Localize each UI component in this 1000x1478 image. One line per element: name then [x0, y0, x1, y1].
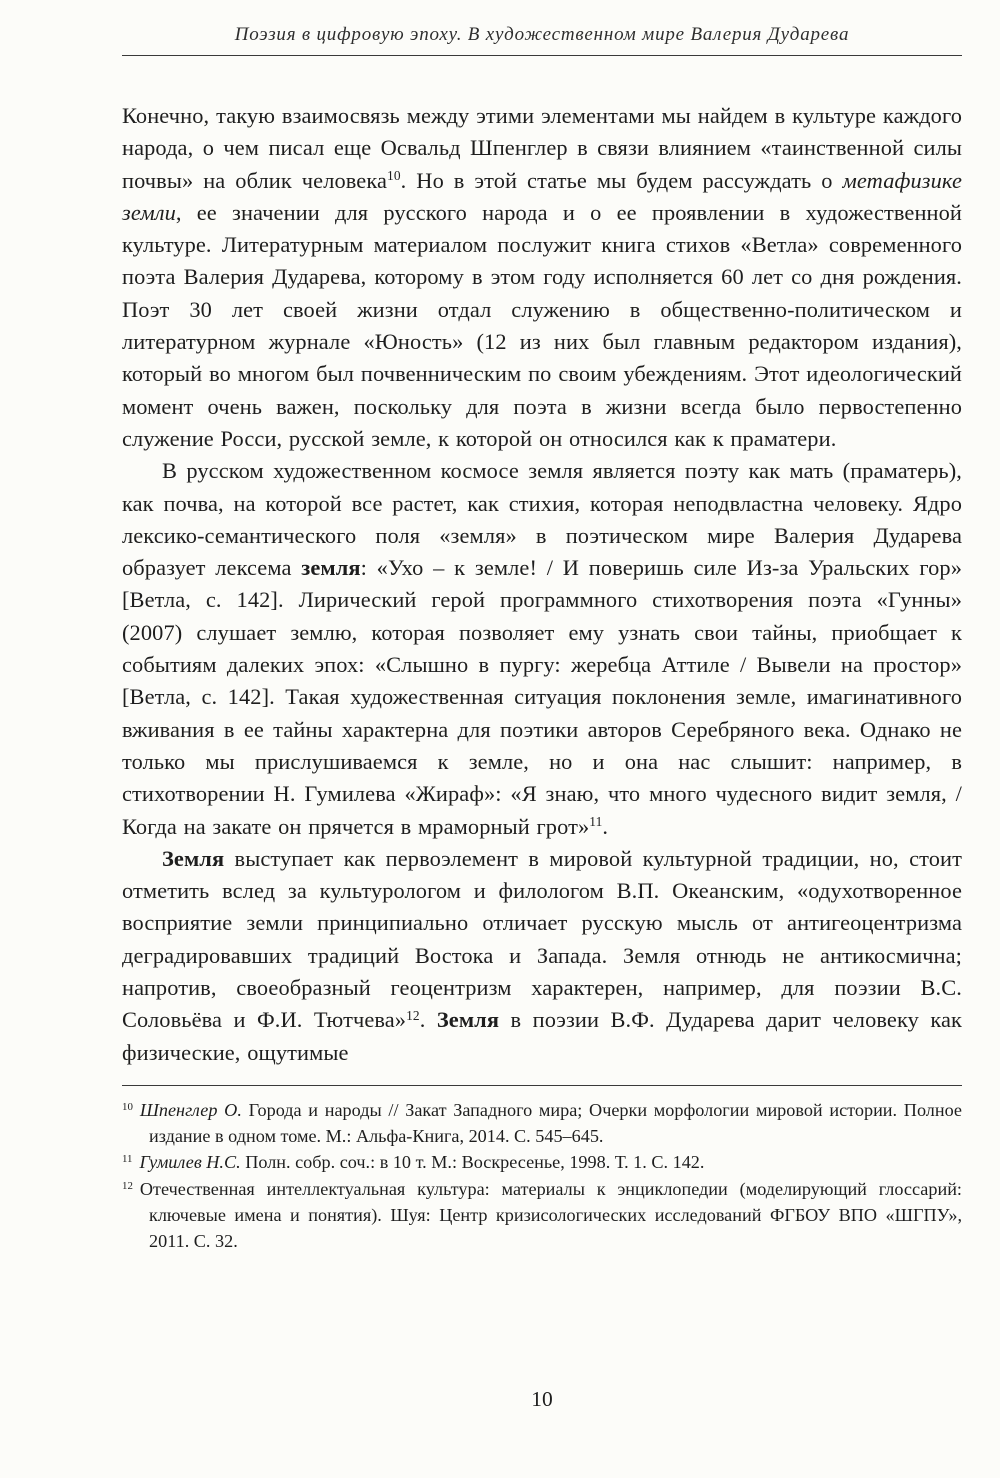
text-run: . — [602, 813, 609, 839]
text-run: . Но в этой статье мы будем рассуждать о — [400, 167, 843, 193]
text-run: В русском художественном космосе земля является поэту как мать (праматерь), как почва, на которой все растет, как стихия, которая неподвластна человеку. Ядро лексико-семантического поля «земля» в поэтическом мире Валерия Дударева образует лексема — [122, 458, 962, 581]
footnote-text: Отечественная интеллектуальная культура: материалы к энциклопедии (моделирующий глоссарий: ключевые имена и понятия). Шуя: Центр кризисологических исследований ФГБОУ ВПО «ШГПУ», 2011. С. 32. — [139, 1178, 962, 1251]
footnote-ref-11: 11 — [589, 814, 603, 830]
footnote-marker: 11 — [122, 1153, 133, 1166]
footnote-12 — [122, 1176, 962, 1255]
footnote-10 — [122, 1097, 962, 1149]
text-run-italic: метафизике земли — [122, 167, 962, 225]
footnote-text: Города и народы // Закат Западного мира; Очерки морфологии мировой истории. Полное издание в одном томе. М.: Альфа-Книга, 2014. С. 545–645. — [149, 1099, 962, 1147]
footnotes-section — [122, 1085, 962, 1254]
paragraph-1 — [122, 100, 962, 455]
text-run: в поэзии В.Ф. Дударева дарит человеку как физические, ощутимые — [122, 1007, 962, 1065]
text-run: . — [419, 1007, 437, 1033]
footnote-marker: 10 — [122, 1100, 133, 1113]
footnote-marker: 12 — [122, 1179, 133, 1192]
body-text — [122, 100, 962, 1069]
footnote-11 — [122, 1149, 962, 1175]
text-run: , ее значении для русского народа и о ее проявлении в художественной культуре. Литературным материалом послужит книга стихов «Ветла» современного поэта Валерия Дударева, которому в этом году исполняется 60 лет со дня рождения. Поэт 30 лет своей жизни отдал служению в общественно-политическом и литературном журнале «Юность» (12 из них был главным редактором издания), который во многом был почвенническим по своим убеждениям. Этот идеологический момент очень важен, поскольку для поэта в жизни всегда было первостепенно служение Росси, русской земле, к которой он относился как к праматери. — [122, 199, 962, 451]
footnote-author-italic: Гумилев Н.С. — [139, 1152, 241, 1173]
text-run: выступает как первоэлемент в мировой культурной традиции, но, стоит отметить вслед за культурологом и филологом В.П. Океанским, «одухотворенное восприятие земли принципиально отличает русскую мысль от антигеоцентризма деградировавших традиций Востока и Запада. Земля отнюдь не антикосмична; напротив, своеобразный геоцентризм характерен, например, для поэзии В.С. Соловьёва и Ф.И. Тютчева» — [122, 845, 962, 1033]
text-run: : «Ухо – к земле! / И поверишь силе Из-за Уральских гор» [Ветла, с. 142]. Лирический герой программного стихотворения поэта «Гунны» (2007) слушает землю, которая позволяет ему узнать свои тайны, приобщает к событиям далеких эпох: «Слышно в пургу: жеребца Аттиле / Вывели на простор» [Ветла, с. 142]. Такая художественная ситуация поклонения земле, имагинативного вживания в ее тайны характерна для поэтики авторов Серебряного века. Однако не только мы прислушиваемся к земле, но и она нас слышит: например, в стихотворении Н. Гумилева «Жираф»: «Я знаю, что много чудесного видит земля, / Когда на закате он прячется в мраморный грот» — [122, 555, 963, 839]
footnote-text: Полн. собр. соч.: в 10 т. М.: Воскресенье, 1998. Т. 1. С. 142. — [240, 1152, 705, 1173]
running-header: Поэзия в цифровую эпоху. В художественном мире Валерия Дударева — [122, 24, 962, 56]
text-run-bold: земля — [301, 555, 361, 581]
text-run-bold: Земля — [162, 845, 225, 871]
footnote-ref-12: 12 — [406, 1007, 420, 1023]
page-number: 10 — [531, 1387, 553, 1411]
footnote-author-italic: Шпенглер О. — [139, 1099, 242, 1120]
text-run-bold: Земля — [436, 1007, 500, 1033]
paragraph-3 — [122, 843, 962, 1069]
paragraph-2 — [122, 455, 962, 843]
text-run: Конечно, такую взаимосвязь между этими элементами мы найдем в культуре каждого народа, о чем писал еще Освальд Шпенглер в связи влиянием «таинственной силы почвы» на облик человека — [122, 103, 962, 193]
footnote-ref-10: 10 — [387, 168, 401, 184]
